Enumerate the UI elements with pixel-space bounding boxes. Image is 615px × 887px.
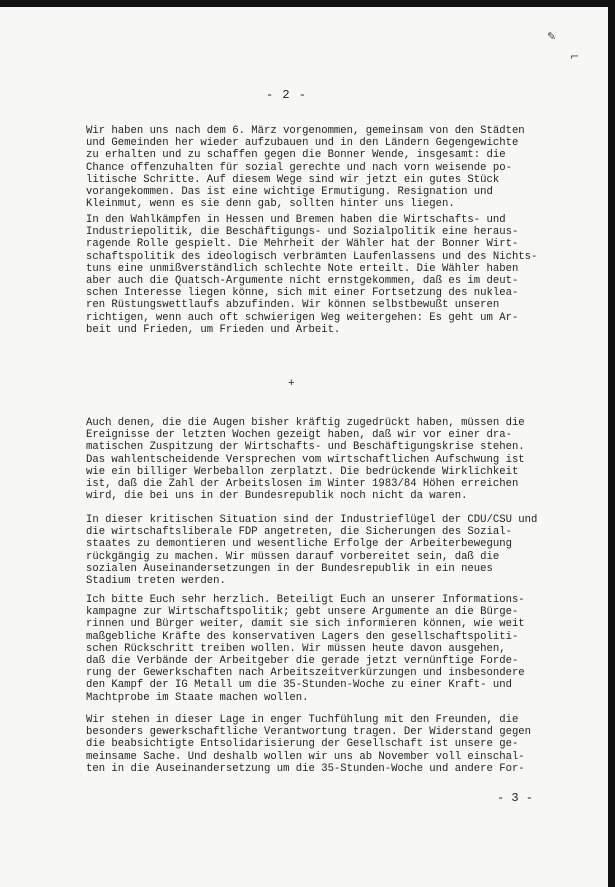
paragraph: [86, 714, 566, 775]
paragraph: [86, 214, 566, 336]
text-line: meinsame Sache. Und deshalb wollen wir uns ab November voll einschal-: [86, 750, 525, 763]
paragraph: [86, 514, 566, 587]
text-line: ren Rüstungswettlaufs abzufinden. Wir können selbstbewußt unseren: [86, 299, 500, 312]
page-number: - 2 -: [266, 88, 308, 102]
text-line: tuns eine unmißverständlich schlechte Note erteilt. Die Wähler haben: [86, 262, 519, 275]
text-line: Machtprobe im Staate machen wollen.: [86, 691, 309, 704]
text-line: wie ein billiger Werbeballon zerplatzt. Die bedrückende Wirklichkeit: [86, 465, 519, 478]
text-line: den Kampf der IG Metall um die 35-Stunden-Woche zu einer Kraft- und: [86, 679, 512, 692]
text-line: richtigen, wenn auch oft schwierigen Weg weitergehen: Es geht um Ar-: [86, 311, 519, 324]
text-line: In den Wahlkämpfen in Hessen und Bremen haben die Wirtschafts- und: [86, 214, 506, 226]
text-line: Auch denen, die die Augen bisher kräftig zugedrückt haben, müssen die: [86, 417, 525, 429]
text-line: Wir stehen in dieser Lage in enger Tuchfühlung mit den Freunden, die: [86, 714, 519, 726]
text-line: wird, die bei uns in der Bundesrepublik noch nicht da waren.: [86, 490, 468, 503]
text-line: Kleinmut, wenn es sie denn gab, sollten hinter uns liegen.: [86, 198, 455, 211]
text-line-underlined: beit und Frieden, um Frieden und Arbeit.: [86, 323, 341, 336]
text-line: rinnen und Bürger weiter, damit sie sich informieren können, wie weit: [86, 618, 525, 631]
section-separator: +: [288, 378, 295, 390]
text-line: ist, daß die Zahl der Arbeitslosen im Winter 1983/84 Höhen erreichen: [86, 478, 519, 491]
text-line: kampagne zur Wirtschaftspolitik; gebt unsere Argumente an die Bürge-: [86, 606, 519, 619]
text-line: Ich bitte Euch sehr herzlich. Beteiligt Euch an unserer Informations-: [86, 594, 525, 606]
scan-mark-icon: ✎: [547, 30, 557, 43]
paragraph: [86, 417, 566, 502]
scan-mark-icon: ⌐: [570, 50, 580, 63]
text-line: Ereignisse der letzten Wochen gezeigt haben, daß wir vor einer dra-: [86, 429, 512, 442]
text-line: In dieser kritischen Situation sind der Industrieflügel der CDU/CSU und: [86, 514, 538, 526]
text-line: Das wahlentscheidende Versprechen vom wirtschaftlichen Aufschwung ist: [86, 453, 525, 466]
text-line: zu erhalten und zu schaffen gegen die Bonner Wende, insgesamt: die: [86, 149, 506, 162]
text-line: ten in die Auseinandersetzung um die 35-Stunden-Woche und andere For-: [86, 762, 525, 775]
paragraph: [86, 125, 566, 210]
text-line: Wir haben uns nach dem 6. März vorgenommen, gemeinsam von den Städten: [86, 125, 525, 137]
scan-top-edge: [0, 0, 615, 7]
text-line: Stadium treten werden.: [86, 575, 226, 588]
text-line: matischen Zuspitzung der Wirtschafts- und Beschäftigungskrise stehen.: [86, 441, 525, 454]
text-line: daß die Verbände der Arbeitgeber die gerade jetzt vernünftige Forde-: [86, 655, 519, 668]
text-line: Chance offenzuhalten für sozial gerechte und nach vorn weisende po-: [86, 161, 512, 174]
text-line: schaftspolitik des ideologisch verbrämten Laufenlassens und des Nichts-: [86, 250, 538, 263]
text-line: rückgängig zu machen. Wir müssen darauf vorbereitet sein, daß die: [86, 550, 500, 563]
text-line: sozialen Auseinandersetzungen in der Bundesrepublik in ein neues: [86, 562, 493, 575]
text-line: vorangekommen. Das ist eine wichtige Ermutigung. Resignation und: [86, 186, 493, 199]
text-line: die wirtschaftsliberale FDP angetreten, die Sicherungen des Sozial-: [86, 526, 512, 539]
text-line: besonders gewerkschaftliche Verantwortung tragen. Der Widerstand gegen: [86, 726, 532, 739]
text-line: maßgebliche Kräfte des konservativen Lagers den gesellschaftspoliti-: [86, 630, 519, 643]
text-line: aber auch die Quatsch-Argumente nicht ernstgekommen, daß es im deut-: [86, 275, 519, 288]
text-line: ragende Rolle gespielt. Die Mehrheit der Wähler hat der Bonner Wirt-: [86, 238, 519, 251]
text-line: und Gemeinden her wieder aufzubauen und in den Ländern Gegengewichte: [86, 137, 519, 150]
text-line: staates zu demontieren und wesentliche Erfolge der Arbeiterbewegung: [86, 538, 512, 551]
text-line: schen Interesse liegen könne, sich mit einer Fortsetzung des nuklea-: [86, 287, 519, 300]
next-page-number: - 3 -: [497, 791, 534, 805]
scan-right-edge: [608, 0, 615, 887]
text-line: Industriepolitik, die Beschäftigungs- und Sozialpolitik eine heraus-: [86, 226, 519, 239]
text-line: litische Schritte. Auf diesem Wege sind wir jetzt ein gutes Stück: [86, 173, 500, 186]
text-line: die beabsichtigte Entsolidarisierung der Gesellschaft ist unsere ge-: [86, 738, 519, 751]
text-line: rung der Gewerkschaften nach Arbeitszeitverkürzungen und insbesondere: [86, 667, 525, 680]
paragraph: [86, 594, 566, 704]
text-line: schen Rückschritt treiben wollen. Wir müssen heute davon ausgehen,: [86, 642, 506, 655]
